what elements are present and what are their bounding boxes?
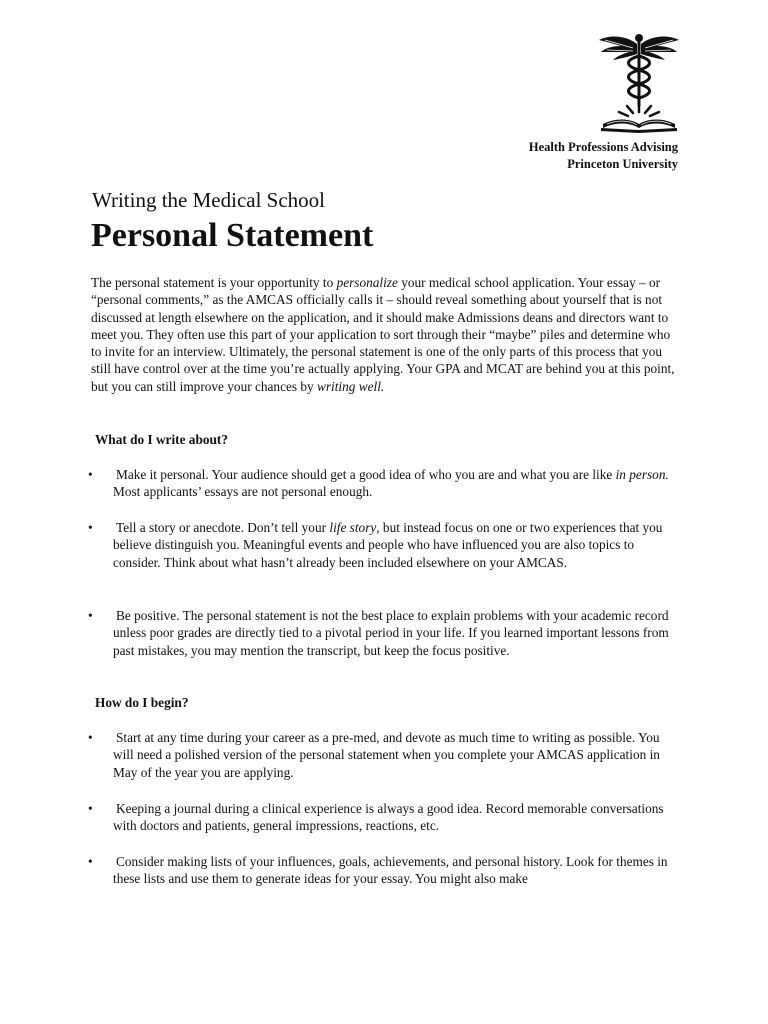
org-line-1: Health Professions Advising xyxy=(528,140,678,154)
caduceus-book-icon xyxy=(597,30,681,134)
intro-emphasis-1: personalize xyxy=(336,275,398,290)
bullet-icon: • xyxy=(88,467,93,482)
bullet-text: , but instead focus on one or two experiences that you believe distinguish you. Meaningful events and people who have influenced you are also topics to consider. Think about what hasn’t already been included elsewhere on your AMCAS. xyxy=(113,520,663,570)
list-item xyxy=(88,729,681,781)
bullet-icon: • xyxy=(88,854,93,869)
bullet-icon: • xyxy=(88,608,93,623)
document-subtitle: Writing the Medical School xyxy=(92,188,326,212)
bullet-text: Keeping a journal during a clinical experience is always a good idea. Record memorable conversations with doctors and patients, general impressions, reactions, etc. xyxy=(113,801,664,834)
bullet-emphasis: life story xyxy=(329,520,377,535)
bullet-text: Make it personal. Your audience should get a good idea of who you are and what you are like xyxy=(116,467,616,482)
bullet-icon: • xyxy=(88,801,93,816)
document-title: Personal Statement xyxy=(91,217,374,254)
intro-paragraph xyxy=(91,274,681,395)
list-item xyxy=(88,519,681,571)
list-item xyxy=(88,853,681,888)
org-line-2: Princeton University xyxy=(567,157,678,171)
bullet-icon: • xyxy=(88,520,93,535)
list-item xyxy=(88,607,681,659)
intro-emphasis-2: writing well. xyxy=(317,378,385,394)
intro-text-2: your medical school application. Your essay – or “personal comments,” as the AMCAS officially calls it – should reveal something about yourself that is not discussed at length elsewhere on the application, and it should make Admissions deans and directors want to meet you. They often use this part of your application to sort through their “maybe” piles and determine who to invite for an interview. Ultimately, the personal statement is one of the only parts of this process that you still have control over at the time you’re actually applying. Your GPA and MCAT are behind you at this point, but you can still improve your chances by xyxy=(91,275,675,394)
bullet-text: Be positive. The personal statement is not the best place to explain problems with your academic record unless poor grades are directly tied to a pivotal period in your life. If you learned important lessons from past mistakes, you may mention the transcript, but keep the focus positive. xyxy=(113,608,669,658)
list-item xyxy=(88,466,681,501)
section-heading-what: What do I write about? xyxy=(95,432,228,447)
intro-text-1: The personal statement is your opportunity to xyxy=(91,275,337,290)
organization-header xyxy=(529,139,678,173)
bullet-text: Consider making lists of your influences, goals, achievements, and personal history. Look for themes in these lists and use them to generate ideas for your essay. You might also make xyxy=(113,854,668,887)
bullet-emphasis: in person. xyxy=(615,467,669,482)
bullet-text: Most applicants’ essays are not personal enough. xyxy=(113,484,373,500)
bullet-icon: • xyxy=(88,730,93,745)
section-heading-begin: How do I begin? xyxy=(95,695,189,710)
list-item xyxy=(88,800,681,835)
bullet-text: Start at any time during your career as a pre-med, and devote as much time to writing as possible. You will need a polished version of the personal statement when you complete your AMCAS application in May of the year you are applying. xyxy=(113,730,660,780)
bullet-text: Tell a story or anecdote. Don’t tell your xyxy=(116,520,330,535)
